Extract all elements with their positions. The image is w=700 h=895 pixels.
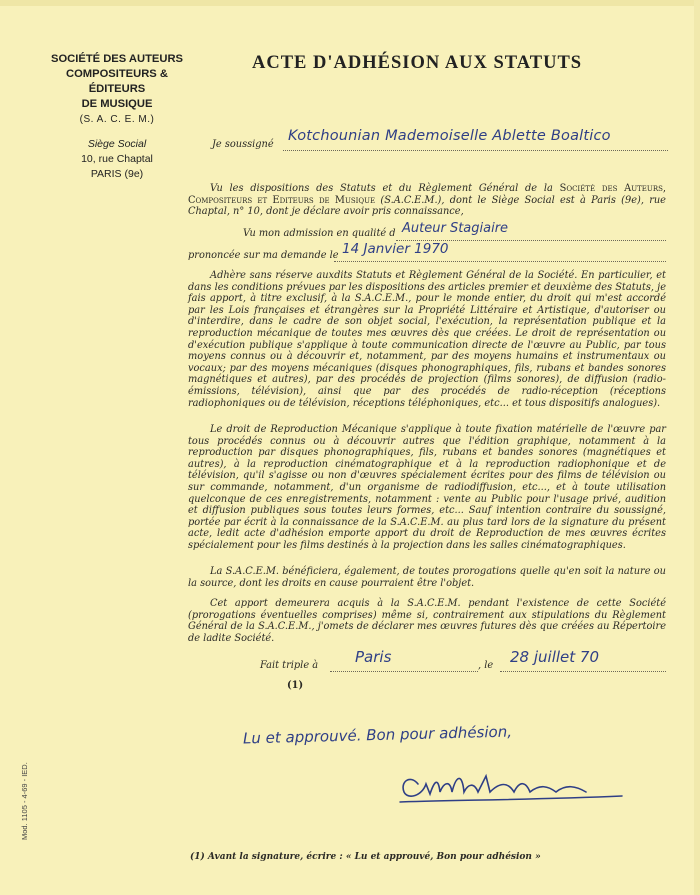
org-abbr: (S. A. C. E. M.)	[79, 114, 155, 125]
admission-handwriting: Auteur Stagiaire	[402, 221, 509, 236]
demande-dotted-line	[334, 261, 666, 262]
org-header	[48, 52, 186, 127]
paper-edge-right	[694, 0, 700, 895]
vu-org-name: Société des Auteurs, Compositeurs et Editeurs de Musique	[188, 183, 666, 206]
org-line-2: COMPOSITEURS & ÉDITEURS	[66, 68, 168, 95]
paper-edge-top	[0, 0, 700, 6]
signature-image	[390, 762, 640, 812]
signer-label: Je soussigné	[212, 139, 274, 150]
signer-dotted-line	[283, 150, 668, 151]
fait-dotted-line	[330, 671, 478, 672]
vu-text-2: (S.A.C.E.M.), dont le Siège Social est à Paris (9e), rue Chaptal, n° 10, dont je déclare avoir pris connaissance,	[188, 194, 666, 218]
org-line-3: DE MUSIQUE	[81, 98, 153, 110]
office-street: 10, rue Chaptal	[81, 153, 153, 165]
form-code: Mod. 1105 - 4-69 - IED.	[20, 762, 29, 840]
para-apport: Cet apport demeurera acquis à la S.A.C.E.M. pendant l'existence de cette Société (prorogations éventuelles comprises) même si, contrairement aux stipulations du Règlement Général de la S.A.C.E.M., j'omets de déclarer mes œuvres futures dès que créées au Répertoire de ladite Société.	[188, 598, 666, 644]
document-title: ACTE D'ADHÉSION AUX STATUTS	[252, 53, 583, 73]
org-address	[48, 137, 186, 182]
fait-place-handwriting: Paris	[355, 648, 392, 666]
org-line-1: SOCIÉTÉ DES AUTEURS	[51, 53, 183, 65]
demande-label: prononcée sur ma demande le	[188, 250, 339, 261]
admission-label: Vu mon admission en qualité d	[243, 228, 396, 239]
fait-label: Fait triple à	[260, 660, 319, 671]
date-label: , le	[478, 660, 494, 671]
demande-handwriting: 14 Janvier 1970	[342, 241, 449, 257]
handwritten-mention: Lu et approuvé. Bon pour adhésion,	[242, 722, 513, 748]
footnote: (1) Avant la signature, écrire : « Lu et approuvé, Bon pour adhésion »	[190, 852, 541, 862]
vu-text-1: Vu les dispositions des Statuts et du Règlement Général de la	[210, 183, 560, 194]
note-reference: (1)	[287, 680, 304, 691]
signer-handwriting: Kotchounian Mademoiselle Ablette Boaltico	[288, 128, 611, 144]
para-reproduction: Le droit de Reproduction Mécanique s'applique à toute fixation matérielle de l'œuvre par tous procédés connus ou à découvrir autres que l'édition graphique, notamment à la reproduction par disques phonographiques, fils, rubans et bandes sonores (magnétiques et autres), à la reproduction cinématographique et à la reproduction radiophonique et de télévision, qu'il s'agisse ou non d'œuvres spécialement écrites pour des films de télévision ou sur commande, notamment, d'un organisme de radiodiffusion, etc..., et à toute utilisation quelconque de ces enregistrements, notamment : vente au Public pour l'usage privé, audition et diffusion publiques sous toutes leurs formes, etc... Sauf intention contraire du soussigné, portée par écrit à la connaissance de la S.A.C.E.M. au plus tard lors de la signature du présent acte, ledit acte d'adhésion emporte apport du droit de Reproduction de mes œuvres écrites spécialement pour les films destinés à la projection dans les salles cinématographiques.	[188, 424, 666, 551]
para-adhere: Adhère sans réserve auxdits Statuts et Règlement Général de la Société. En particulier, et dans les conditions prévues par les dispositions des articles premier et deuxième des Statuts, je fais apport, à titre exclusif, à la S.A.C.E.M., pour le monde entier, du droit qui m'est accordé par les Lois françaises et étrangères sur la Propriété Littéraire et Artistique, d'autoriser ou d'interdire, dans le cadre de son objet social, l'exécution, la représentation publique et la reproduction mécanique de toutes mes œuvres dès que créées. Le droit de représentation ou d'exécution publique s'applique à toute communication directe de l'œuvre au Public, par tous moyens connus ou à découvrir et, notamment, par des moyens humains et instrumentaux ou vocaux; par des moyens mécaniques (disques phonographiques, fils, rubans et bandes sonores magnétiques et autres), par des procédés de projection (films sonores), de diffusion (radio-émissions, télévision), ainsi que par des procédés de radio-réception (réceptions radiophoniques ou de télévision, réceptions téléphoniques, etc... et tous dispositifs analogues).	[188, 270, 666, 409]
office-label: Siège Social	[87, 138, 147, 150]
para-vu-dispositions	[188, 183, 666, 218]
date-dotted-line	[500, 671, 666, 672]
office-city: PARIS (9e)	[90, 168, 144, 180]
para-prorogations: La S.A.C.E.M. bénéficiera, également, de toutes prorogations quelle qu'en soit la nature ou la source, dont les droits en cause pourraient être l'objet.	[188, 566, 666, 589]
date-handwriting: 28 juillet 70	[510, 648, 599, 666]
